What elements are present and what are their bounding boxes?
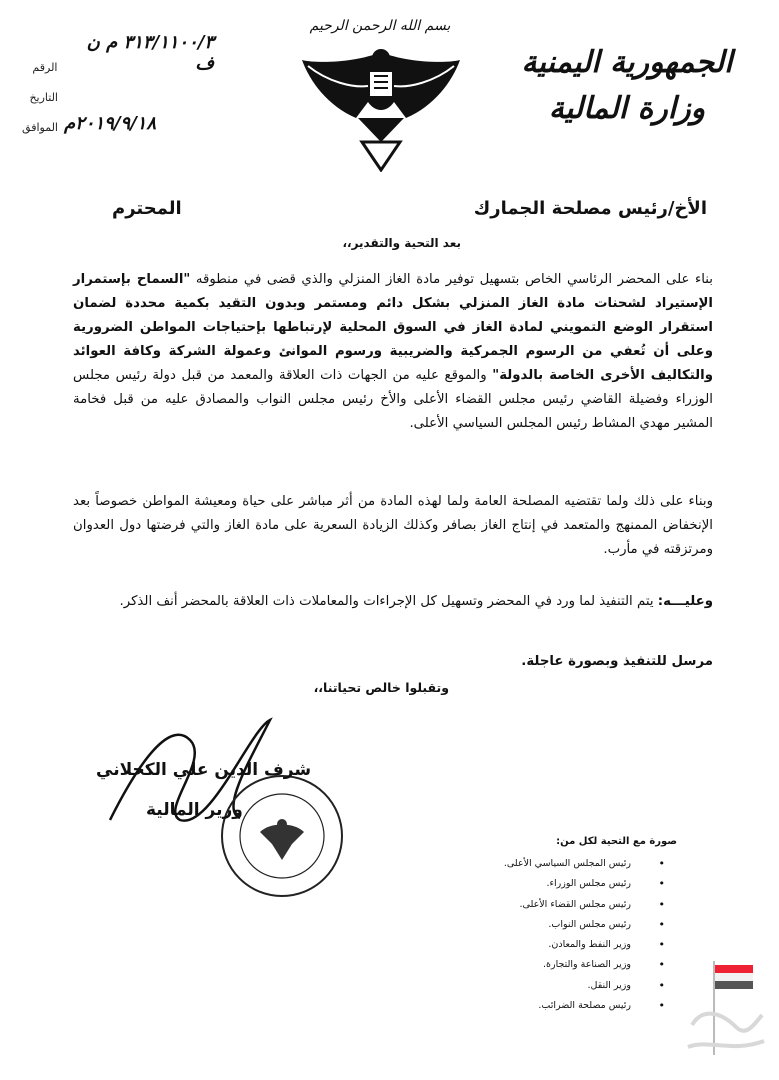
cc-item: • وزير النقل.	[401, 980, 631, 1000]
cc-item: • وزير النفط والمعادن.	[401, 939, 631, 959]
paragraph-1-quote: "السماح بإستمرار الإستيراد لشحنات مادة الغاز المنزلي بشكل دائم ومستمر وبدون التقيد بكمية محددة لضمان استقرار الوضع التمويني لمادة الغاز في السوق المحلية لإرتباطها بإحتياجات المواطن الضرورية وعلى أن تُعفي من الرسوم الجمركية والضريبية ورسوم الموانئ وعمولة الشركة وكافة العوائد والتكاليف الأخرى الخاصة بالدولة"	[73, 272, 713, 383]
watermark-flag-logo-icon	[684, 955, 768, 1065]
country-name: الجمهورية اليمنية	[521, 45, 733, 80]
paragraph-1-intro: بناء على المحضر الرئاسي الخاص بتسهيل توفير مادة الغاز المنزلي والذي قضى في منطوقه	[190, 272, 713, 287]
cc-item: • رئيس مصلحة الضرائب.	[401, 1000, 631, 1020]
basmala: بسم الله الرحمن الرحيم	[309, 18, 451, 34]
cc-title: صورة مع التحية لكل من:	[556, 836, 677, 847]
cc-item: • رئيس مجلس النواب.	[401, 919, 631, 939]
paragraph-2: وبناء على ذلك ولما تقتضيه المصلحة العامة ولما لهذه المادة من أثر مباشر على حياة ومعيشة المواطن خصوصاً بعد الإنخفاض الممنهج والمتعمد في إنتاج الغاز بصافر وكذلك الزيادة السعرية على مادة الغاز والتي فرضتها دول العدوان ومرتزقته في مأرب.	[73, 494, 713, 557]
letterhead-institution	[517, 40, 737, 132]
cc-item: • رئيس مجلس الوزراء.	[401, 878, 631, 898]
paragraph-3-text: يتم التنفيذ لما ورد في المحضر وتسهيل كل الإجراءات والمعاملات ذات العلاقة بالمحضر أنف الذكر.	[119, 594, 658, 609]
honorific: المحترم	[112, 198, 182, 219]
paragraph-1	[73, 268, 713, 436]
corresponding-date-label: الموافق	[22, 121, 58, 134]
ref-value: ٣١٣/١١٠٠/٣ م ن ف	[86, 32, 214, 74]
cc-item: • رئيس المجلس السياسي الأعلى.	[401, 858, 631, 878]
greeting: بعد التحية والتقدير،،	[342, 236, 461, 250]
ministry-name: وزارة المالية	[548, 91, 706, 126]
ref-label: الرقم	[32, 61, 58, 74]
cc-list	[401, 858, 649, 1020]
paragraph-1-rest: والموقع عليه من الجهات ذات العلاقة والمعمد من قبل دولة رئيس مجلس الوزراء وفضيلة القاضي رئيس مجلس القضاء الأعلى والأخ رئيس مجلس النواب والمصادق عليه من قبل فخامة المشير مهدي المشاط رئيس المجلس السياسي الأعلى.	[73, 368, 713, 431]
closing: وتقبلوا خالص تحياتنا،،	[313, 680, 449, 695]
corresponding-date-value: ٢٠١٩/٩/١٨م	[64, 113, 156, 134]
national-emblem-eagle-icon	[298, 22, 464, 172]
cc-item: • وزير الصناعة والتجارة.	[401, 959, 631, 979]
paragraph-3	[73, 590, 713, 614]
addressee: الأخ/رئيس مصلحة الجمارك	[473, 198, 707, 219]
signatory-title: وزير المالية	[146, 800, 243, 820]
paragraph-3-lead: وعليـــه:	[657, 594, 713, 609]
date-label: التاريخ	[29, 91, 58, 104]
official-stamp-icon	[200, 770, 360, 900]
reference-block	[14, 32, 214, 134]
urgent-note: مرسل للتنفيذ وبصورة عاجلة.	[521, 654, 713, 669]
signatory-name: شرف الدين علي الكحلاني	[96, 760, 312, 780]
cc-item: • رئيس مجلس القضاء الأعلى.	[401, 899, 631, 919]
